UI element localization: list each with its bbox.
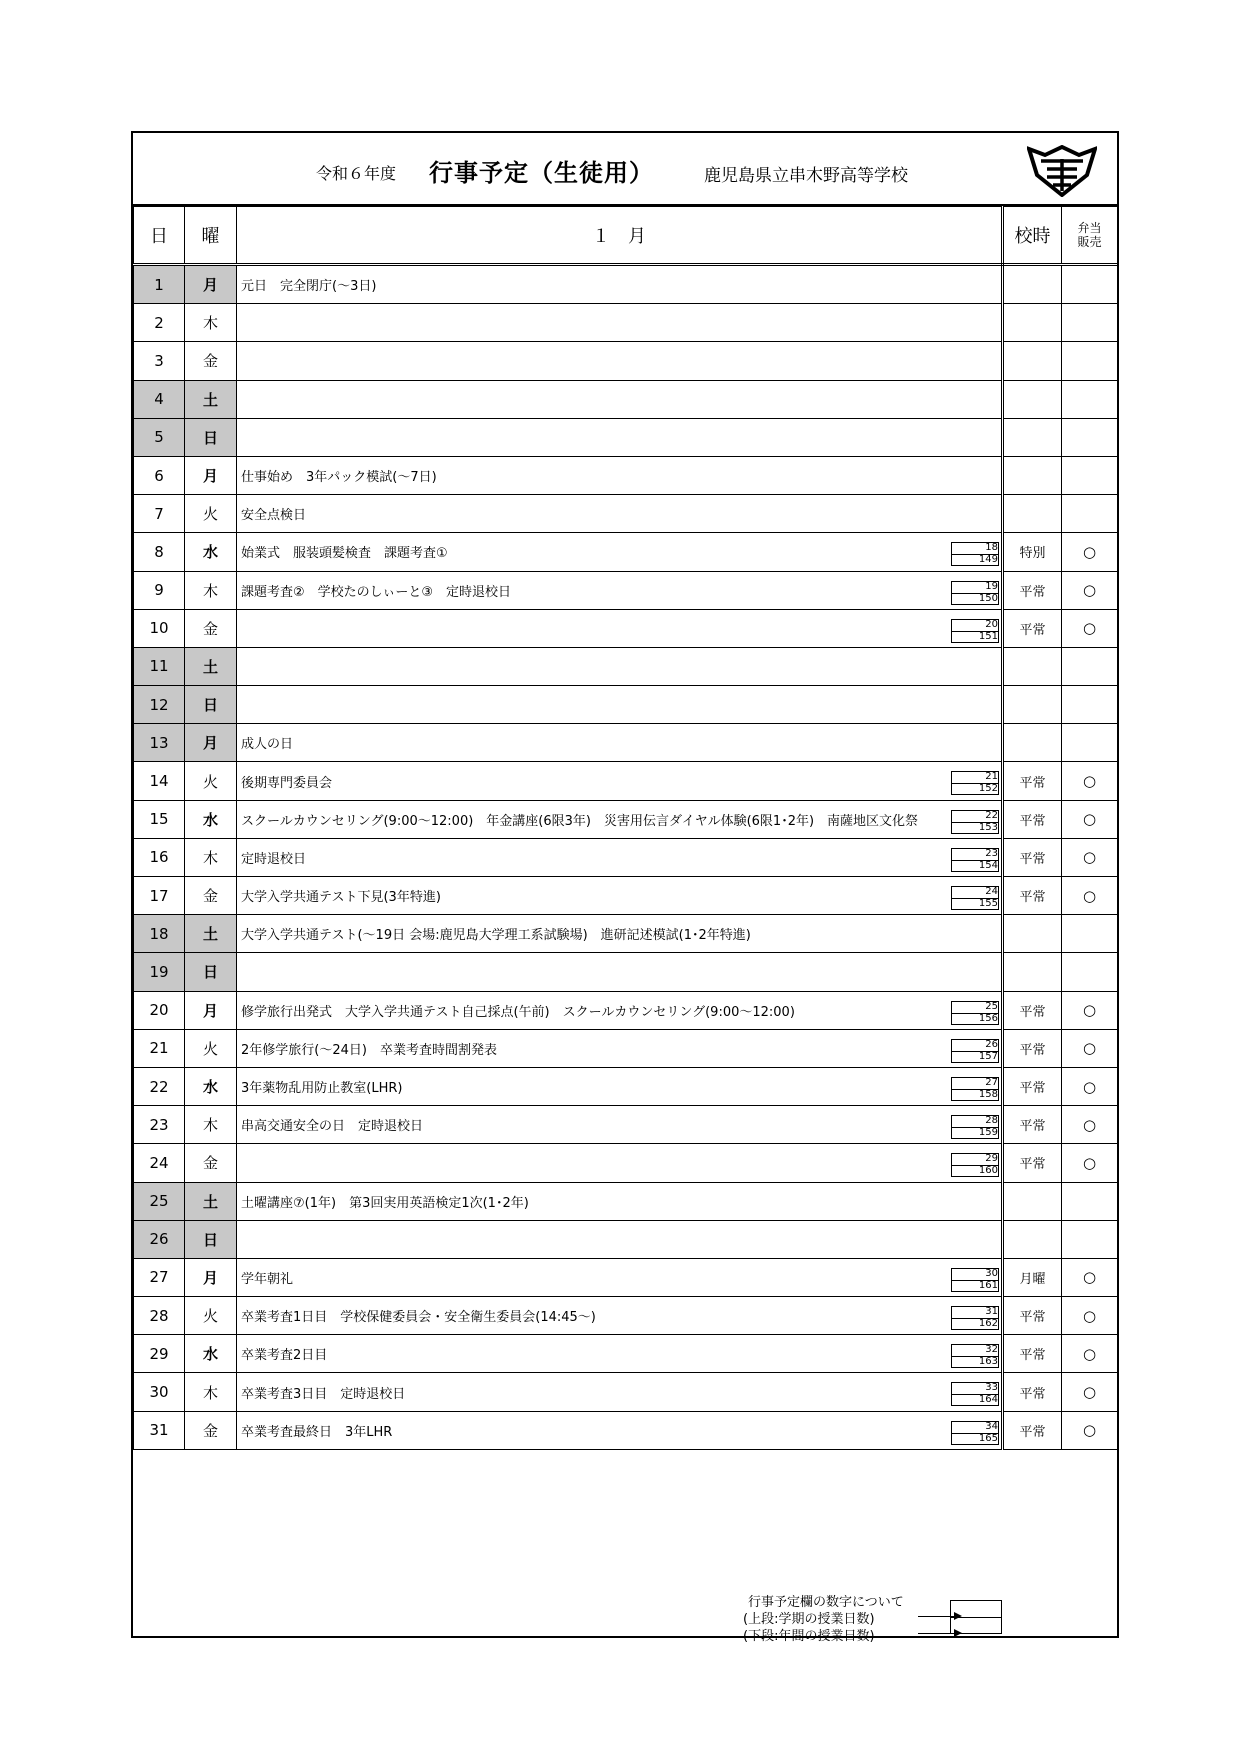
event-cell bbox=[237, 686, 1003, 724]
event-text: スクールカウンセリング(9:00～12:00) 年金講座(6限3年) 災害用伝言ダイヤル体験(6限1･2年) 南薩地区文化祭 bbox=[241, 813, 919, 829]
term-day-count: 18 bbox=[985, 542, 998, 554]
weekday-cell: 水 bbox=[185, 1067, 237, 1105]
day-cell: 26 bbox=[134, 1220, 185, 1258]
event-text: 卒業考査1日目 学校保健委員会・安全衛生委員会(14:45～) bbox=[241, 1310, 596, 1326]
event-cell bbox=[237, 1029, 1003, 1067]
weekday-cell: 月 bbox=[185, 724, 237, 762]
day-cell: 16 bbox=[134, 838, 185, 876]
bento-cell bbox=[1062, 915, 1118, 953]
month-header: １ 月 bbox=[237, 207, 1003, 265]
table-row bbox=[134, 1258, 1118, 1296]
table-row bbox=[134, 953, 1118, 991]
weekday-cell: 土 bbox=[185, 380, 237, 418]
term-day-count: 23 bbox=[985, 847, 998, 859]
term-day-count: 29 bbox=[985, 1153, 998, 1165]
table-row bbox=[134, 342, 1118, 380]
period-cell bbox=[1003, 647, 1062, 685]
day-cell: 27 bbox=[134, 1258, 185, 1296]
term-day-count: 28 bbox=[985, 1115, 998, 1127]
period-cell: 平常 bbox=[1003, 762, 1062, 800]
table-row bbox=[134, 877, 1118, 915]
event-cell bbox=[237, 342, 1003, 380]
day-cell: 23 bbox=[134, 1106, 185, 1144]
table-row bbox=[134, 915, 1118, 953]
day-cell: 5 bbox=[134, 418, 185, 456]
period-cell: 平常 bbox=[1003, 1373, 1062, 1411]
weekday-cell: 日 bbox=[185, 418, 237, 456]
period-cell bbox=[1003, 304, 1062, 342]
event-text: 卒業考査最終日 3年LHR bbox=[241, 1424, 393, 1440]
weekday-cell: 金 bbox=[185, 1144, 237, 1182]
legend-title: 行事予定欄の数字について bbox=[748, 1595, 904, 1610]
event-cell bbox=[237, 1335, 1003, 1373]
year-day-count: 158 bbox=[978, 1088, 998, 1100]
year-day-count: 156 bbox=[978, 1012, 998, 1024]
weekday-cell: 火 bbox=[185, 762, 237, 800]
period-header: 校時 bbox=[1003, 207, 1062, 265]
class-day-counter bbox=[951, 1344, 999, 1370]
period-cell: 平常 bbox=[1003, 991, 1062, 1029]
bento-cell: ○ bbox=[1062, 1335, 1118, 1373]
table-row bbox=[134, 418, 1118, 456]
class-day-counter bbox=[951, 1268, 999, 1294]
day-cell: 30 bbox=[134, 1373, 185, 1411]
period-cell: 月曜 bbox=[1003, 1258, 1062, 1296]
bento-cell: ○ bbox=[1062, 1029, 1118, 1067]
table-row bbox=[134, 686, 1118, 724]
weekday-cell: 金 bbox=[185, 1411, 237, 1449]
class-day-counter bbox=[951, 542, 999, 568]
year-day-count: 162 bbox=[978, 1318, 998, 1330]
event-text: 始業式 服装頭髪検査 課題考査① bbox=[241, 546, 448, 562]
weekday-cell: 木 bbox=[185, 838, 237, 876]
event-text: 定時退校日 bbox=[241, 851, 307, 867]
year-day-count: 149 bbox=[978, 554, 998, 566]
period-cell: 平常 bbox=[1003, 609, 1062, 647]
bento-cell: ○ bbox=[1062, 533, 1118, 571]
year-day-count: 152 bbox=[978, 783, 998, 795]
period-cell: 特別 bbox=[1003, 533, 1062, 571]
event-text: 後期専門委員会 bbox=[241, 775, 333, 791]
class-day-counter bbox=[951, 619, 999, 645]
event-cell bbox=[237, 800, 1003, 838]
bento-cell bbox=[1062, 418, 1118, 456]
class-day-counter bbox=[951, 1306, 999, 1332]
year-day-count: 155 bbox=[978, 898, 998, 909]
day-cell: 3 bbox=[134, 342, 185, 380]
event-text: 修学旅行出発式 大学入学共通テスト自己採点(午前) スクールカウンセリング(9:00～12:00) bbox=[241, 1004, 795, 1020]
day-cell: 1 bbox=[134, 265, 185, 304]
event-text: 安全点検日 bbox=[241, 508, 307, 524]
day-cell: 22 bbox=[134, 1067, 185, 1105]
class-day-counter bbox=[951, 1421, 999, 1447]
table-row bbox=[134, 571, 1118, 609]
term-day-count: 30 bbox=[985, 1267, 998, 1279]
bento-cell bbox=[1062, 342, 1118, 380]
class-day-counter bbox=[951, 886, 999, 912]
day-cell: 24 bbox=[134, 1144, 185, 1182]
weekday-cell: 月 bbox=[185, 991, 237, 1029]
table-header bbox=[134, 207, 1118, 265]
event-text: 元日 完全閉庁(～3日) bbox=[241, 279, 377, 295]
day-cell: 14 bbox=[134, 762, 185, 800]
event-text: 成人の日 bbox=[241, 737, 294, 753]
period-cell: 平常 bbox=[1003, 1029, 1062, 1067]
event-text: 課題考査② 学校たのしぃーと③ 定時退校日 bbox=[241, 584, 512, 600]
bento-cell: ○ bbox=[1062, 1297, 1118, 1335]
weekday-cell: 木 bbox=[185, 1106, 237, 1144]
day-cell: 4 bbox=[134, 380, 185, 418]
weekday-cell: 土 bbox=[185, 915, 237, 953]
table-row bbox=[134, 456, 1118, 494]
period-cell: 平常 bbox=[1003, 877, 1062, 915]
period-cell: 平常 bbox=[1003, 800, 1062, 838]
event-cell bbox=[237, 533, 1003, 571]
event-cell bbox=[237, 915, 1003, 953]
year-day-count: 159 bbox=[978, 1127, 998, 1139]
period-cell: 平常 bbox=[1003, 571, 1062, 609]
bento-cell bbox=[1062, 686, 1118, 724]
bento-cell: ○ bbox=[1062, 1258, 1118, 1296]
class-day-counter bbox=[951, 810, 999, 836]
event-text: 串高交通安全の日 定時退校日 bbox=[241, 1119, 424, 1135]
term-day-count: 24 bbox=[985, 886, 998, 897]
event-cell bbox=[237, 1373, 1003, 1411]
day-cell: 2 bbox=[134, 304, 185, 342]
year-day-count: 161 bbox=[978, 1279, 998, 1291]
table-row bbox=[134, 1029, 1118, 1067]
bento-cell bbox=[1062, 495, 1118, 533]
year-day-count: 163 bbox=[978, 1356, 998, 1368]
class-day-counter bbox=[951, 771, 999, 797]
class-day-counter bbox=[951, 848, 999, 874]
year-day-count: 164 bbox=[978, 1394, 998, 1406]
bento-cell: ○ bbox=[1062, 762, 1118, 800]
period-cell bbox=[1003, 265, 1062, 304]
event-cell bbox=[237, 1297, 1003, 1335]
event-text: 2年修学旅行(～24日) 卒業考査時間割発表 bbox=[241, 1042, 497, 1058]
day-cell: 18 bbox=[134, 915, 185, 953]
table-row bbox=[134, 380, 1118, 418]
day-cell: 12 bbox=[134, 686, 185, 724]
legend-upper: (上段:学期の授業日数) bbox=[743, 1612, 875, 1627]
event-cell bbox=[237, 304, 1003, 342]
bento-cell bbox=[1062, 265, 1118, 304]
period-cell: 平常 bbox=[1003, 1411, 1062, 1449]
bento-cell bbox=[1062, 1220, 1118, 1258]
weekday-cell: 金 bbox=[185, 342, 237, 380]
bento-cell: ○ bbox=[1062, 1144, 1118, 1182]
event-cell bbox=[237, 647, 1003, 685]
bento-cell: ○ bbox=[1062, 838, 1118, 876]
day-cell: 11 bbox=[134, 647, 185, 685]
table-row bbox=[134, 647, 1118, 685]
bento-cell: ○ bbox=[1062, 800, 1118, 838]
period-cell bbox=[1003, 1182, 1062, 1220]
weekday-cell: 木 bbox=[185, 571, 237, 609]
event-text: 卒業考査2日目 bbox=[241, 1348, 328, 1364]
event-cell bbox=[237, 1067, 1003, 1105]
weekday-cell: 火 bbox=[185, 495, 237, 533]
event-text: 大学入学共通テスト下見(3年特進) bbox=[241, 890, 441, 906]
bento-cell: ○ bbox=[1062, 1411, 1118, 1449]
day-cell: 17 bbox=[134, 877, 185, 915]
event-cell bbox=[237, 1106, 1003, 1144]
term-day-count: 31 bbox=[985, 1306, 998, 1318]
year-day-count: 151 bbox=[978, 630, 998, 642]
event-cell bbox=[237, 495, 1003, 533]
event-cell bbox=[237, 762, 1003, 800]
table-row bbox=[134, 1106, 1118, 1144]
term-day-count: 33 bbox=[985, 1382, 998, 1394]
event-cell bbox=[237, 724, 1003, 762]
class-day-counter bbox=[951, 581, 999, 607]
day-cell: 29 bbox=[134, 1335, 185, 1373]
page-title: 行事予定（生徒用） bbox=[429, 159, 654, 187]
period-cell: 平常 bbox=[1003, 1335, 1062, 1373]
bento-header bbox=[1062, 207, 1118, 265]
term-day-count: 21 bbox=[985, 771, 998, 783]
weekday-cell: 日 bbox=[185, 686, 237, 724]
event-cell bbox=[237, 456, 1003, 494]
year-day-count: 160 bbox=[978, 1165, 998, 1177]
bento-cell bbox=[1062, 380, 1118, 418]
day-cell: 19 bbox=[134, 953, 185, 991]
table-row bbox=[134, 724, 1118, 762]
day-cell: 13 bbox=[134, 724, 185, 762]
table-row bbox=[134, 304, 1118, 342]
bento-cell bbox=[1062, 304, 1118, 342]
year-day-count: 153 bbox=[978, 821, 998, 833]
class-day-counter bbox=[951, 1077, 999, 1103]
period-cell: 平常 bbox=[1003, 1067, 1062, 1105]
event-text: 仕事始め 3年パック模試(～7日) bbox=[241, 470, 437, 486]
period-cell bbox=[1003, 953, 1062, 991]
term-day-count: 27 bbox=[985, 1076, 998, 1088]
period-cell bbox=[1003, 1220, 1062, 1258]
term-day-count: 19 bbox=[985, 580, 998, 592]
period-cell bbox=[1003, 380, 1062, 418]
day-cell: 15 bbox=[134, 800, 185, 838]
term-day-count: 22 bbox=[985, 809, 998, 821]
bento-cell bbox=[1062, 953, 1118, 991]
class-day-counter bbox=[951, 1153, 999, 1179]
day-cell: 28 bbox=[134, 1297, 185, 1335]
legend-box bbox=[950, 1600, 1002, 1634]
period-cell: 平常 bbox=[1003, 1106, 1062, 1144]
weekday-cell: 土 bbox=[185, 647, 237, 685]
bento-cell bbox=[1062, 724, 1118, 762]
day-cell: 6 bbox=[134, 456, 185, 494]
period-cell bbox=[1003, 456, 1062, 494]
schedule-frame bbox=[131, 131, 1119, 1638]
weekday-cell: 日 bbox=[185, 953, 237, 991]
day-cell: 25 bbox=[134, 1182, 185, 1220]
table-row bbox=[134, 1067, 1118, 1105]
weekday-cell: 金 bbox=[185, 877, 237, 915]
day-cell: 8 bbox=[134, 533, 185, 571]
weekday-cell: 水 bbox=[185, 533, 237, 571]
period-cell bbox=[1003, 495, 1062, 533]
table-row bbox=[134, 991, 1118, 1029]
event-cell bbox=[237, 1144, 1003, 1182]
bento-header-line1: 弁当 bbox=[1077, 221, 1102, 235]
table-row bbox=[134, 1144, 1118, 1182]
table-row bbox=[134, 800, 1118, 838]
period-cell bbox=[1003, 418, 1062, 456]
period-cell bbox=[1003, 915, 1062, 953]
table-row bbox=[134, 1220, 1118, 1258]
period-cell bbox=[1003, 686, 1062, 724]
period-cell bbox=[1003, 724, 1062, 762]
table-row bbox=[134, 1297, 1118, 1335]
term-day-count: 34 bbox=[985, 1420, 998, 1432]
weekday-cell: 火 bbox=[185, 1297, 237, 1335]
bento-cell: ○ bbox=[1062, 571, 1118, 609]
weekday-cell: 金 bbox=[185, 609, 237, 647]
table-row bbox=[134, 1335, 1118, 1373]
weekday-cell: 月 bbox=[185, 456, 237, 494]
class-day-counter bbox=[951, 1382, 999, 1408]
period-cell bbox=[1003, 342, 1062, 380]
event-cell bbox=[237, 1411, 1003, 1449]
weekday-cell: 木 bbox=[185, 1373, 237, 1411]
table-row bbox=[134, 1182, 1118, 1220]
event-text: 3年薬物乱用防止教室(LHR) bbox=[241, 1081, 403, 1097]
class-day-counter bbox=[951, 1001, 999, 1027]
event-text: 大学入学共通テスト(～19日 会場:鹿児島大学理工系試験場) 進研記述模試(1･2年特進) bbox=[241, 928, 751, 944]
period-cell: 平常 bbox=[1003, 838, 1062, 876]
fiscal-year: 令和６年度 bbox=[316, 164, 397, 183]
table-row bbox=[134, 838, 1118, 876]
bento-cell: ○ bbox=[1062, 991, 1118, 1029]
period-cell: 平常 bbox=[1003, 1144, 1062, 1182]
event-cell bbox=[237, 571, 1003, 609]
event-cell bbox=[237, 838, 1003, 876]
day-cell: 20 bbox=[134, 991, 185, 1029]
bento-cell: ○ bbox=[1062, 1106, 1118, 1144]
day-cell: 10 bbox=[134, 609, 185, 647]
weekday-cell: 日 bbox=[185, 1220, 237, 1258]
period-cell: 平常 bbox=[1003, 1297, 1062, 1335]
school-name: 鹿児島県立串木野高等学校 bbox=[704, 166, 908, 186]
day-header: 日 bbox=[134, 207, 185, 265]
day-cell: 31 bbox=[134, 1411, 185, 1449]
event-cell bbox=[237, 380, 1003, 418]
weekday-cell: 月 bbox=[185, 1258, 237, 1296]
term-day-count: 32 bbox=[985, 1344, 998, 1356]
table-row bbox=[134, 265, 1118, 304]
bento-header-line2: 販売 bbox=[1077, 235, 1102, 249]
event-text: 土曜講座⑦(1年) 第3回実用英語検定1次(1･2年) bbox=[241, 1195, 529, 1211]
class-day-counter bbox=[951, 1039, 999, 1065]
day-cell: 7 bbox=[134, 495, 185, 533]
event-cell bbox=[237, 953, 1003, 991]
event-cell bbox=[237, 609, 1003, 647]
year-day-count: 157 bbox=[978, 1050, 998, 1062]
weekday-cell: 水 bbox=[185, 800, 237, 838]
table-row bbox=[134, 1373, 1118, 1411]
weekday-cell: 木 bbox=[185, 304, 237, 342]
event-cell bbox=[237, 1182, 1003, 1220]
event-text: 卒業考査3日目 定時退校日 bbox=[241, 1386, 406, 1402]
table-row bbox=[134, 533, 1118, 571]
bento-cell bbox=[1062, 456, 1118, 494]
day-cell: 21 bbox=[134, 1029, 185, 1067]
event-text: 学年朝礼 bbox=[241, 1271, 294, 1287]
table-row bbox=[134, 762, 1118, 800]
bento-cell bbox=[1062, 1182, 1118, 1220]
weekday-cell: 水 bbox=[185, 1335, 237, 1373]
weekday-header: 曜 bbox=[185, 207, 237, 265]
event-cell bbox=[237, 877, 1003, 915]
table-row bbox=[134, 495, 1118, 533]
term-day-count: 25 bbox=[985, 1000, 998, 1012]
weekday-cell: 月 bbox=[185, 265, 237, 304]
year-day-count: 165 bbox=[978, 1432, 998, 1444]
term-day-count: 20 bbox=[985, 618, 998, 630]
event-cell bbox=[237, 418, 1003, 456]
weekday-cell: 火 bbox=[185, 1029, 237, 1067]
schedule-table bbox=[133, 206, 1118, 1450]
bento-cell: ○ bbox=[1062, 877, 1118, 915]
bento-cell: ○ bbox=[1062, 609, 1118, 647]
table-row bbox=[134, 609, 1118, 647]
class-day-counter bbox=[951, 1115, 999, 1141]
year-day-count: 150 bbox=[978, 592, 998, 604]
legend-lower: (下段:年間の授業日数) bbox=[743, 1629, 875, 1644]
event-cell bbox=[237, 991, 1003, 1029]
event-cell bbox=[237, 265, 1003, 304]
event-cell bbox=[237, 1258, 1003, 1296]
term-day-count: 26 bbox=[985, 1038, 998, 1050]
bento-cell: ○ bbox=[1062, 1373, 1118, 1411]
bento-cell bbox=[1062, 647, 1118, 685]
weekday-cell: 土 bbox=[185, 1182, 237, 1220]
year-day-count: 154 bbox=[978, 859, 998, 871]
title-row bbox=[133, 133, 1117, 206]
school-emblem-icon bbox=[1027, 145, 1097, 197]
bento-cell: ○ bbox=[1062, 1067, 1118, 1105]
table-row bbox=[134, 1411, 1118, 1449]
day-cell: 9 bbox=[134, 571, 185, 609]
event-cell bbox=[237, 1220, 1003, 1258]
